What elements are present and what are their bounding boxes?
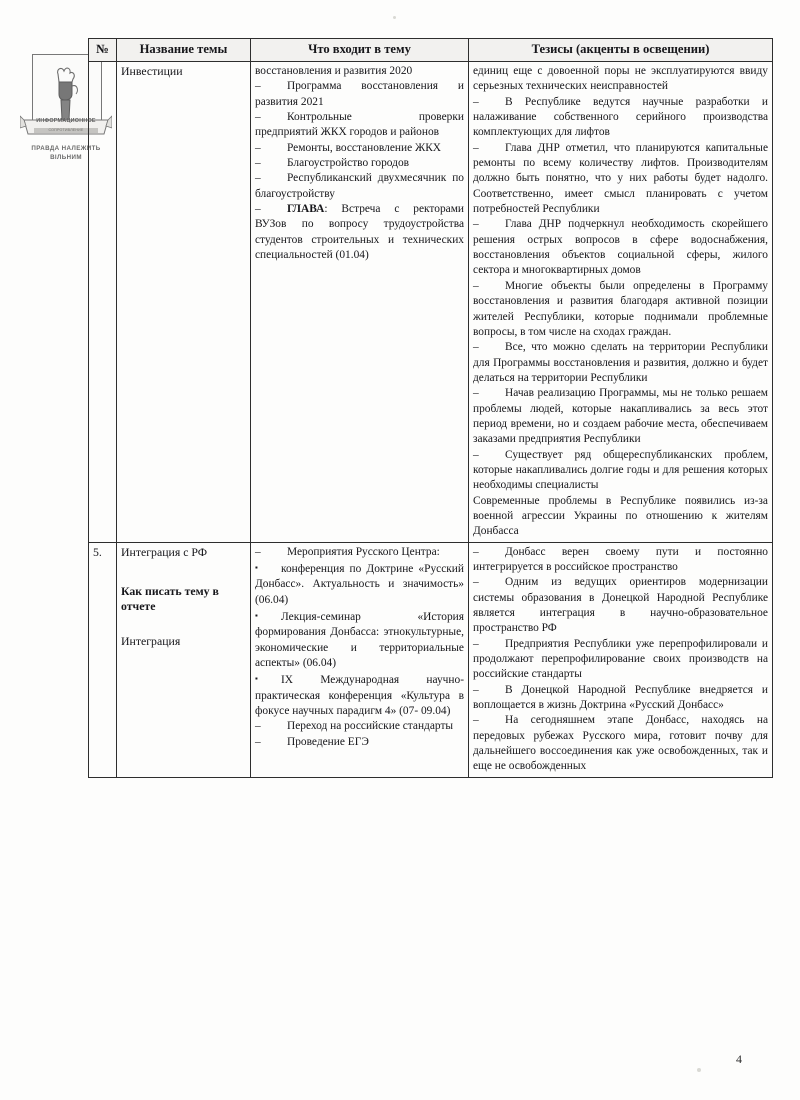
row-number-cell — [89, 62, 117, 543]
row-number-cell: 5. — [89, 542, 117, 777]
dash-marker: – — [255, 111, 261, 124]
dash-marker: – — [255, 545, 261, 558]
dash-marker: – — [473, 218, 479, 231]
paragraph-text: Глава ДНР отметил, что планируются капитальные ремонты по всему количеству лифтов. Производителям должно быть понятно, что у них работы будет надолго. Соответственно, имеет смысл планировать с учетом потребностей Республики — [473, 141, 768, 216]
dash-marker: – — [473, 341, 479, 354]
theses-paragraph — [473, 494, 768, 540]
dash-marker: – — [255, 157, 261, 170]
header-included: Что входит в тему — [251, 39, 469, 62]
paragraph-text: В Республике ведутся научные разработки и налаживание собственного серийного производства комплектующих для лифтов — [473, 95, 768, 139]
topic-keyword: Интеграция — [121, 633, 181, 648]
included-paragraph — [255, 171, 464, 202]
paragraph-text: : Встреча с ректорами ВУЗов по вопросу трудоустройства студентов строительных и технических специальностей (01.04) — [255, 203, 464, 262]
paragraph-text: Существует ряд общереспубликанских проблем, которые накапливались долгие годы и для решения которых необходимы специалисты — [473, 448, 768, 492]
included-paragraph — [255, 545, 464, 560]
topic-name-cell — [117, 62, 251, 543]
dash-marker: – — [473, 95, 479, 108]
dash-marker: – — [255, 80, 261, 93]
dash-marker: – — [255, 203, 261, 216]
paragraph-text: Лекция-семинар «История формирования Донбасса: этнокультурные, экономические и территориальные аспекты» (06.04) — [255, 611, 464, 670]
dash-marker: – — [473, 576, 479, 589]
included-paragraph — [255, 156, 464, 171]
included-paragraph — [255, 79, 464, 110]
theses-paragraph — [473, 545, 768, 576]
table-header-row — [89, 39, 773, 62]
theses-paragraph — [473, 683, 768, 714]
paragraph-text: Одним из ведущих ориентиров модернизации системы образования в Донецкой Народной Республике является интеграция в научно-образовательное пространство РФ — [473, 576, 768, 635]
paragraph-text: Республиканский двухмесячник по благоустройству — [255, 172, 464, 200]
emphasis-text: ГЛАВА — [287, 203, 325, 216]
paragraph-text: Проведение ЕГЭ — [287, 735, 369, 748]
theses-paragraph — [473, 448, 768, 494]
dash-marker: – — [255, 720, 261, 733]
paragraph-text: Начав реализацию Программы, мы не только решаем проблемы людей, которые накапливались за весь этот период времени, но и создаем рабочие места, обеспечиваем заказами предприятия Республики — [473, 387, 768, 446]
scan-speck — [697, 1068, 701, 1072]
topic-title: Интеграция с РФ — [121, 544, 208, 559]
stamp-banner-subtext: СОПРОТИВЛЕНИЕ — [48, 128, 84, 132]
dash-marker: – — [473, 637, 479, 650]
scan-speck — [393, 16, 396, 19]
table-row — [89, 62, 773, 543]
paragraph-text: Переход на российские стандарты — [287, 720, 454, 733]
paragraph-text: Все, что можно сделать на территории Республики для Программы восстановления и развития, должно и будет делаться на территории Республики — [473, 341, 768, 384]
included-cell — [251, 542, 469, 777]
dash-marker: – — [473, 141, 479, 154]
paragraph-text: Ремонты, восстановление ЖКХ — [287, 141, 442, 154]
paragraph-text: IX Международная научно-практическая конференция «Культура в фокусе научных парадигм 4» (07- 09.04) — [255, 674, 464, 718]
theses-paragraph — [473, 95, 768, 141]
included-paragraph — [255, 735, 464, 750]
included-paragraph — [255, 202, 464, 263]
header-theses: Тезисы (акценты в освещении) — [469, 39, 773, 62]
paragraph-text: В Донецкой Народной Республике внедряется и воплощается в жизнь Доктрина «Русский Донбасс» — [473, 683, 768, 712]
dash-marker: – — [473, 387, 479, 400]
header-topic: Название темы — [117, 39, 251, 62]
dash-marker: – — [473, 714, 479, 727]
stamp-motto-line-2: ВІЛЬНИМ — [50, 154, 82, 161]
theses-cell — [469, 542, 773, 777]
theses-paragraph — [473, 141, 768, 218]
page-number: 4 — [736, 1052, 742, 1066]
theses-paragraph — [473, 386, 768, 447]
bullet-marker: ▪ — [255, 674, 258, 684]
dash-marker: – — [473, 683, 479, 696]
dash-marker: – — [255, 172, 261, 185]
topic-report-note: Как писать тему в отчете — [121, 584, 219, 614]
bullet-marker: ▪ — [255, 611, 258, 621]
paragraph-text: единиц еще с довоенной поры не эксплуатируются ввиду серьезных технических неисправностей — [473, 65, 768, 93]
paragraph-text: Предприятия Республики уже перепрофилировали и продолжают перепрофилирование своих производств на российские стандарты — [473, 637, 768, 681]
theses-cell — [469, 62, 773, 543]
paragraph-text: Современные проблемы в Республике появились из-за военной агрессии Украины по отношению к жителям Донбасса — [473, 494, 768, 538]
bullet-marker: ▪ — [255, 563, 258, 572]
theses-paragraph — [473, 217, 768, 278]
paragraph-text: Глава ДНР подчеркнул необходимость скорейшего решения острых вопросов в сфере водоснабжения, восстановления объектов социальной сферы, жилого сектора и многоквартирных домов — [473, 218, 768, 277]
table-header — [89, 39, 773, 62]
theses-paragraph — [473, 637, 768, 683]
included-paragraph — [255, 141, 464, 156]
paragraph-text: Многие объекты были определены в Программу восстановления и развития благодаря активной позиции жителей Республики, которые поднимали проблемные вопросы, в том числе на сходах граждан. — [473, 279, 768, 338]
paragraph-text: Донбасс верен своему пути и постоянно интегрируется в российское пространство — [473, 545, 768, 573]
included-paragraph — [255, 64, 464, 79]
included-paragraph — [255, 719, 464, 734]
stamp-banner-text: ИНФОРМАЦИОННОЕ — [36, 118, 96, 124]
included-cell — [251, 62, 469, 543]
included-paragraph — [255, 608, 464, 671]
dash-marker: – — [255, 735, 261, 748]
table-row — [89, 542, 773, 777]
included-paragraph — [255, 110, 464, 141]
paragraph-text: Контрольные проверки предприятий ЖКХ городов и районов — [255, 111, 464, 139]
theses-paragraph — [473, 575, 768, 636]
dash-marker: – — [255, 141, 261, 154]
table-body — [89, 62, 773, 778]
paragraph-text: Мероприятия Русского Центра: — [287, 545, 440, 558]
paragraph-text: восстановления и развития 2020 — [255, 65, 413, 77]
theses-paragraph — [473, 279, 768, 340]
dash-marker: – — [473, 448, 479, 461]
stamp-motto-line-1: ПРАВДА НАЛЕЖИТЬ — [31, 145, 101, 152]
paragraph-text: конференция по Доктрине «Русский Донбасс». Актуальность и значимость» (06.04) — [255, 563, 464, 606]
theses-paragraph — [473, 713, 768, 774]
header-number: № — [89, 39, 117, 62]
dash-marker: – — [473, 545, 479, 558]
topic-name-cell — [117, 542, 251, 777]
included-paragraph — [255, 560, 464, 608]
dash-marker: – — [473, 279, 479, 292]
theses-paragraph — [473, 64, 768, 95]
included-paragraph — [255, 671, 464, 719]
theses-paragraph — [473, 340, 768, 386]
topics-table — [88, 38, 773, 778]
paragraph-text: Благоустройство городов — [287, 157, 410, 170]
paragraph-text: Программа восстановления и развития 2021 — [255, 80, 464, 108]
paragraph-text: На сегодняшнем этапе Донбасс, находясь на передовых рубежах Русского мира, готовит почву для дальнейшего воссоединения как уже освобожденных, так и еще не освобожденных — [473, 714, 768, 773]
topic-title: Инвестиции — [121, 64, 183, 78]
